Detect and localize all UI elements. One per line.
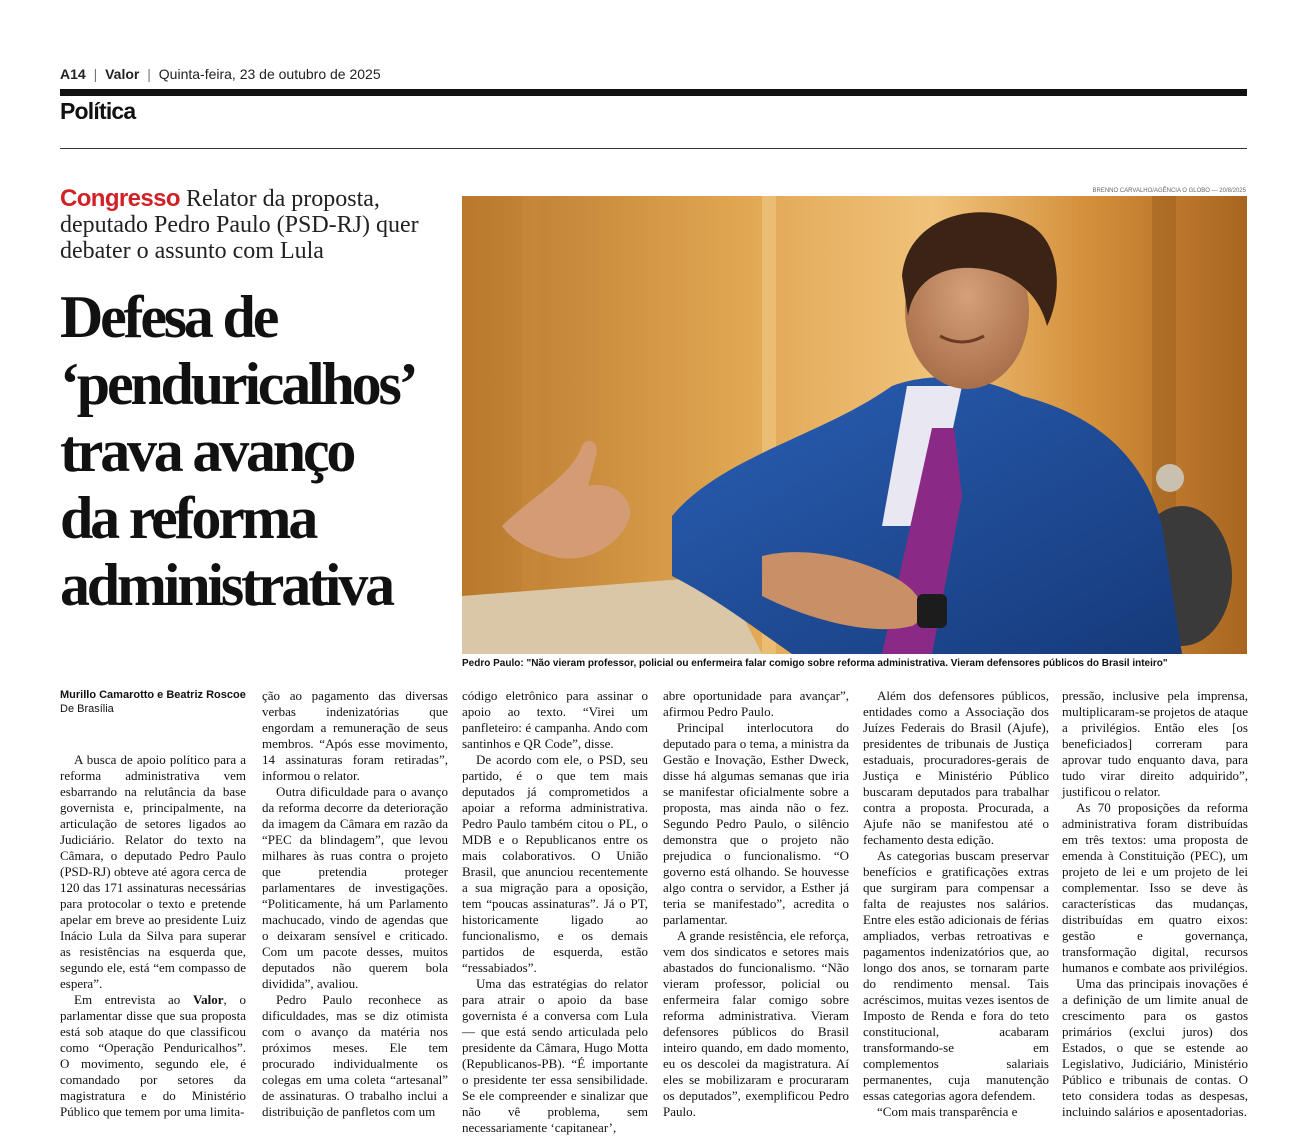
section-title: Política [60,98,136,124]
paragraph: abre oportunidade para avançar”, afirmou Pedro Paulo. [663,688,849,719]
section-rule [60,148,1247,149]
paragraph: De acordo com ele, o PSD, seu partido, é o que tem mais deputados já comprometidos a apoiar a reforma administrativa. Pedro Paulo também citou o PL, o MDB e o Republicanos entre os mais colaborativos. O União Brasil, que anunciou recentemente a sua migração para a oposição, tem “poucas assinaturas”. Já o PT, historicamente ligado ao funcionalismo, e os demais partidos de esquerda, estão “ressabiados”. [462,752,648,975]
newspaper-brand: Valor [105,66,140,82]
byline-location: De Brasília [60,703,114,715]
paragraph: As 70 proposições da reforma administrativa foram distribuídas em três textos: uma proposta de emenda à Constituição (PEC), um projeto de lei e um projeto de lei complementar. Isso se deve às características das mudanças, distribuídas em quatro eixos: gestão e governança, transformação digital, recursos humanos e combate aos privilégios. [1062,800,1248,975]
paragraph-text: Em entrevista ao [74,992,181,1007]
folio-line [60,66,381,82]
page-number: A14 [60,66,86,82]
headline [60,284,460,619]
body-column-1 [60,752,246,1119]
issue-date: Quinta-feira, 23 de outubro de 2025 [158,66,381,82]
paragraph: “Com mais transparência e [877,1104,1018,1119]
paragraph: As categorias buscam preservar benefícios e gratificações extras que surgiram para compensar a falta de reajustes nos salários. Entre eles estão adicionais de férias ampliados, verbas retroativas e pagamentos indenizatórios que, ao longo dos anos, se tornaram parte do rendimento mensal. Tais acréscimos, muitas vezes isentos de Imposto de Renda e fora do teto constitucional, acabaram transformando-se em complementos salariais permanentes, cuja manutenção essas categorias agora defendem. [863,848,1049,1103]
paragraph: código eletrônico para assinar o apoio ao texto. “Virei um panfleteiro: é campanha. Ando com santinhos e QR Code”, disse. [462,688,648,751]
body-column-4 [663,688,849,1119]
paragraph: Principal interlocutora do deputado para o tema, a ministra da Gestão e Inovação, Esther Dweck, disse há algumas semanas que iria se manifestar oficialmente sobre a proposta, mas ainda não o fez. Segundo Pedro Paulo, o silêncio demonstra que o projeto não prejudica o funcionalismo. “O governo está olhando. Se houvesse algo contra o servidor, a Esther já teria se manifestado”, acredita o parlamentar. [663,720,849,927]
paragraph: ção ao pagamento das diversas verbas indenizatórias que engordam a remuneração de seus membros. “Após esse movimento, 14 assinaturas foram retiradas”, informou o relator. [262,688,448,783]
folio-separator: | [93,66,98,82]
folio-separator-2: | [147,66,151,82]
paragraph-text: , o parlamentar disse que sua proposta está sob ataque do que classificou como “Operação Penduricalhos”. O movimento, segundo ele, é comandado por setores da magistratura e do Ministério Público que temem por uma limita- [60,992,246,1119]
headline-line: administrativa [60,552,392,618]
paragraph: Uma das estratégias do relator para atrair o apoio da base governista é a conversa com Lula — que está sendo articulada pelo presidente da Câmara, Hugo Motta (Republicanos-PB). “É importante o presidente ter essa sensibilidade. Se ele compreender e sinalizar que não vê problema, sem necessariamente ‘capitanear’, [462,976,648,1135]
headline-line: ‘penduricalhos’ [60,351,416,417]
paragraph: A busca de apoio político para a reforma administrativa vem esbarrando na relutância da base governista e, principalmente, na articulação de setores ligados ao Judiciário. Relator do texto na Câmara, o deputado Pedro Paulo (PSD-RJ) obteve até agora cerca de 120 das 171 assinaturas necessárias para protocolar o texto e pretende apelar em breve ao presidente Luiz Inácio Lula da Silva para superar as resistências na esquerda que, segundo ele, está “em compasso de espera”. [60,752,246,991]
photo-caption [462,657,1247,670]
article-photo [462,196,1247,654]
paragraph: A grande resistência, ele reforça, vem dos sindicatos e setores mais abastados do funcionalismo. “Não vieram professor, policial ou enfermeira falar comigo sobre reforma administrativa. Vieram defensores públicos do Brasil inteiro quando, em dado momento, eu os descolei da magistratura. Aí eles se mobilizaram e procuraram os deputados”, exemplificou Pedro Paulo. [663,928,849,1119]
kicker [60,186,460,264]
paragraph: Além dos defensores públicos, entidades como a Associação dos Juízes Federais do Brasil (Ajufe), presidentes de tribunais de Justiça estaduais, procuradores-gerais de Justiça e Ministério Público buscaram deputados para trabalhar contra a proposta. Procurada, a Ajufe não se manifestou até o fechamento desta edição. [863,688,1049,847]
kicker-label: Congresso [60,185,180,212]
headline-line: Defesa de [60,284,277,350]
body-column-5 [863,688,1049,1119]
kicker-text: Relator da proposta, deputado Pedro Paulo (PSD-RJ) quer debater o assunto com Lula [60,186,419,264]
paragraph: Uma das principais inovações é a definição de um limite anual de crescimento para os gastos primários (exclui juros) dos Estados, o que se estende ao Legislativo, Judiciário, Ministério Público e tribunais de contas. O teto considera todas as despesas, incluindo salários e aposentadorias. [1062,976,1248,1119]
caption-label: Pedro Paulo: [462,658,524,669]
headline-line: trava avanço [60,418,354,484]
byline [60,688,250,716]
caption-text: "Não vieram professor, policial ou enfermeira falar comigo sobre reforma administrativa. Vieram defensores públicos do Brasil inteiro" [526,658,1168,669]
paragraph: pressão, inclusive pela imprensa, multiplicaram-se projetos de ataque a privilégios. Então eles [os beneficiados] correram para aprovar tudo enquanto dava, para tudo virar direito adquirido”, justificou o relator. [1062,688,1248,799]
brand-mention: Valor [192,992,224,1007]
body-column-2 [262,688,448,1119]
paragraph [60,992,246,1120]
top-rule [60,89,1247,96]
body-column-6 [1062,688,1248,1119]
body-column-3 [462,688,648,1135]
byline-authors: Murillo Camarotto e Beatriz Roscoe [60,689,246,701]
paragraph: Pedro Paulo reconhece as dificuldades, mas se diz otimista com o avanço da matéria nos próximos meses. Ele tem procurado individualmente os colegas em uma coleta “artesanal” de assinaturas. O trabalho inclui a distribuição de panfletos com um [262,992,448,1119]
headline-line: da reforma [60,485,316,551]
photo-illustration [462,196,1247,654]
photo-credit: BRENNO CARVALHO/AGÊNCIA O GLOBO — 20/8/2025 [1092,188,1246,194]
paragraph: Outra dificuldade para o avanço da reforma decorre da deterioração da imagem da Câmara em razão da “PEC da blindagem”, que levou milhares às ruas contra o projeto que pretendia proteger parlamentares de investigações. “Politicamente, há um Parlamento machucado, vindo de agendas que o deixaram sensível e criticado. Com um pacote desses, muitos deputados não querem bola dividida”, avaliou. [262,784,448,991]
